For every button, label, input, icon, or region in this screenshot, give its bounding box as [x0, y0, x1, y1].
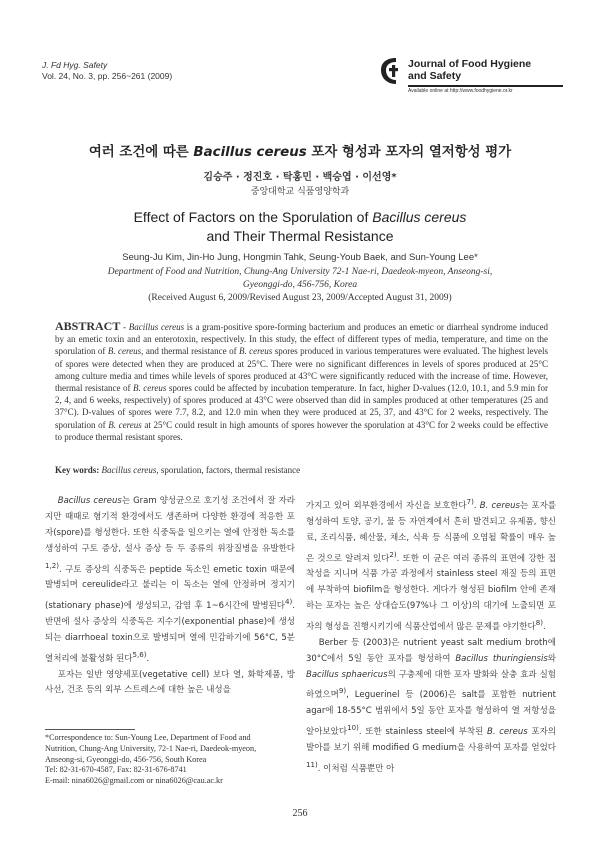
received-dates: (Received August 6, 2009/Revised August 23, 2009/Accepted August 31, 2009) [148, 293, 452, 303]
abstract-species: B. cereus [238, 346, 273, 357]
english-title-part: Effect of Factors on the Sporulation of [133, 209, 373, 225]
footnote-line: Nutrition, Chung-Ang University, 72-1 Nae-ri, Daedeok-myeon, [45, 743, 257, 753]
korean-affiliation: 중앙대학교 식품영양학과 [250, 187, 350, 197]
journal-url: Available online at http://www.foodhygiene.or.kr [408, 88, 513, 94]
english-title [0, 208, 600, 246]
page-number: 256 [292, 808, 308, 819]
abstract-species: B. cereus [133, 383, 167, 394]
korean-authors: 김승주 · 정진호 · 탁홍민 · 백승엽 · 이선영* [203, 172, 397, 183]
body-text: . [542, 621, 546, 632]
footnote-line: Tel: 82-31-670-4587, Fax: 82-31-676-8741 [45, 765, 187, 775]
english-title-line1 [0, 208, 600, 227]
correspondence-footnote [45, 733, 295, 787]
journal-logo-title-line2: and Safety [408, 70, 462, 82]
body-text: 는 Gram 양성균으로 호기성 조건에서 잘 자라지만 때때로 혐기적 환경에서도 생존하며 다양한 환경에 적응한 포자(spore)를 형성한다. 또한 식중독을 일으키는 열에 안정한 독소를 생성하여 구토 증상, 설사 증상 등 두 종류의 위장질병을 유발한다 [45, 496, 295, 554]
journal-reference [42, 60, 172, 82]
body-text: , Leguerinel 등 (2006)은 salt를 포함한 nutrient agar에 18-55°C 범위에서 5일 동안 포자를 형성하여 열 저항성을 알아보았다 [306, 690, 556, 737]
footnote-email: E-mail: nina6026@gmail.com or nina6026@cau.ac.kr [45, 776, 223, 786]
abstract-text: spores produced in various temperatures were evaluated. The highest levels of spores were detected when they are produced at 25°C. There were no significant differences in levels of spores produced at 25°C among culture media and times while levels of spores produced at 43°C were significantly reduced with the increase of time. However, thermal resistance of [55, 346, 548, 394]
body-text: . 이처럼 식품뿐만 아 [317, 763, 395, 774]
korean-title [0, 141, 600, 160]
body-species: Bacillus cereus [57, 496, 122, 506]
journal-logo-title [408, 58, 531, 82]
footnote-line: *Correspondence to: Sun-Young Lee, Department of Food and [45, 733, 251, 742]
abstract-heading: ABSTRACT [55, 319, 121, 333]
journal-name: J. Fd Hyg. Safety [42, 60, 108, 70]
english-title-line2: and Their Thermal Resistance [206, 228, 394, 244]
body-species: B. cereus [479, 500, 520, 511]
body-text: . [473, 500, 480, 511]
korean-title-part: 포자 형성과 포자의 열저항성 평가 [306, 145, 512, 160]
body-paragraph [306, 494, 556, 636]
body-text: . 구토 증상의 식중독은 peptide 독소인 emetic toxin 때문에 발병되며 cereulide라고 불리는 이 독소는 열에 안정하며 정지기(stationary phase)에 생성되고, 감염 후 1~6시간에 발병된다 [45, 564, 295, 612]
body-species: Bacillus thuringiensis [455, 653, 548, 664]
citation-ref: 11) [306, 759, 318, 769]
citation-ref: 9) [338, 686, 347, 696]
abstract-text: , and thermal resistance of [141, 346, 239, 357]
english-affiliation [80, 266, 520, 291]
citation-ref: 7) [466, 497, 474, 506]
journal-logo-rule [408, 85, 563, 87]
journal-citation: Vol. 24, No. 3, pp. 256~261 (2009) [42, 71, 173, 81]
body-text: . 또한 이 균은 여러 종류의 표면에 강한 접착성을 지니며 식품 가공 과정에서 stainless steel 재질 등의 표면에 부착하여 biofilm을 형성한다. 게다가 형성된 biofilm 안에 존재하는 포자는 높은 상대습도(97%나 그 이상)의 대기에 노출되면 포자의 형성을 진행시키기에 식품산업에서 많은 문제를 야기한다 [306, 553, 556, 632]
body-text: . 반면에 설사 증상의 식중독은 지수기(exponential phase)에 생성되는 diarrhoeal toxin으로 발병되며 열에 민감하기에 56°C, 5분 열처리에 불활성화 된다 [45, 601, 295, 664]
english-affiliation-line2: Gyeonggi-do, 456-756, Korea [242, 279, 358, 290]
keywords-text: , sporulation, factors, thermal resistance [156, 465, 301, 475]
body-text: 와 [547, 653, 556, 664]
body-text: 포자의 발아를 보기 위해 modified G medium을 사용하여 포자를 얻었다 [306, 726, 556, 753]
body-species: B. cereus [487, 726, 528, 737]
citation-ref: 4) [285, 597, 293, 607]
english-title-species: Bacillus cereus [372, 209, 467, 225]
abstract-separator: - [120, 322, 129, 332]
journal-logo-title-line1: Journal of Food Hygiene [408, 58, 532, 70]
keywords-label: Key words: [55, 465, 100, 475]
abstract-text: spores could be affected by incubation temperature. In fact, higher D-values (12.0, 10.1, and 5.9 min for 2, 4, and 6 weeks, respectively) of spores produced at 43°C were observed than did in samples produced at other temperatures (25 and 37°C). D-values of spores were 7.7, 8.2, and 12.0 min when they were produced at 25, 37, and 43°C for 2 weeks, respectively. The sporulation of [55, 383, 549, 430]
abstract-species: B. cereus [108, 419, 142, 430]
citation-ref: 10) [347, 723, 359, 733]
footnote-rule [45, 729, 135, 730]
citation-ref: 2) [389, 549, 397, 559]
footnote-line: Anseong-si, Gyeonggi-do, 456-756, South Korea [45, 754, 207, 764]
body-paragraph [306, 636, 556, 778]
body-paragraph: 포자는 일반 영양세포(vegetative cell) 보다 열, 화학제품, 방사선, 건조 등의 외부 스트레스에 대한 높은 내성을 [45, 669, 295, 696]
body-paragraph [45, 494, 295, 668]
korean-title-species: Bacillus cereus [193, 145, 307, 160]
citation-ref: 8) [535, 618, 543, 627]
body-text: . 또한 stainless steel에 부착된 [358, 726, 487, 737]
journal-logo-icon [376, 56, 402, 86]
body-text: 는 포자를 형성하여 토양, 공기, 물 등 자연계에서 흔히 발견되고 유제품, 향신료, 조리식품, 혜산물, 채소, 식육 등 식품에 오염될 확률이 매우 높은 것으로 알려져 있다 [306, 500, 557, 564]
body-text: . [146, 653, 150, 664]
abstract-text: at 25°C could result in high amounts of spores however the sporulation at 43°C for 2 weeks could be effective to produce thermal resistant spores. [55, 419, 549, 442]
body-text: Berber 등 (2003)은 nutrient yeast salt medium broth에 30°C에서 5일 동안 포자를 형성하여 [306, 637, 556, 664]
abstract-species: Bacillus cereus [128, 322, 185, 332]
keywords-species: Bacillus cereus [101, 465, 157, 475]
korean-title-part: 여러 조건에 따른 [88, 145, 194, 160]
english-authors: Seung-Ju Kim, Jin-Ho Jung, Hongmin Tahk, Seung-Youb Baek, and Sun-Young Lee* [122, 252, 478, 263]
body-species: Bacillus sphaericus [306, 669, 388, 680]
english-affiliation-line1: Department of Food and Nutrition, Chung-Ang University 72-1 Nae-ri, Daedeok-myeon, Anseong-si, [107, 267, 493, 277]
body-text: 가지고 있어 외부환경에서 자신을 보호한다 [306, 500, 467, 511]
abstract [55, 320, 548, 443]
abstract-species: B. cereus [107, 346, 142, 357]
body-column-right [306, 494, 556, 777]
body-column-left [45, 494, 295, 699]
body-text: 의 구충제에 대한 포자 발화와 살충 효과 실험 하였으며 [306, 669, 556, 701]
citation-ref: 1,2) [45, 560, 60, 570]
abstract-text: is a gram-positive spore-forming bacterium and produces an emetic or diarrheal syndrome induced by an emetic toxin and an enterotoxin, respectively. In this study, the effect of different types of media, temperature, and time on the sporulation of [55, 322, 549, 357]
citation-ref: 5,6) [132, 649, 147, 659]
keywords [55, 465, 548, 475]
